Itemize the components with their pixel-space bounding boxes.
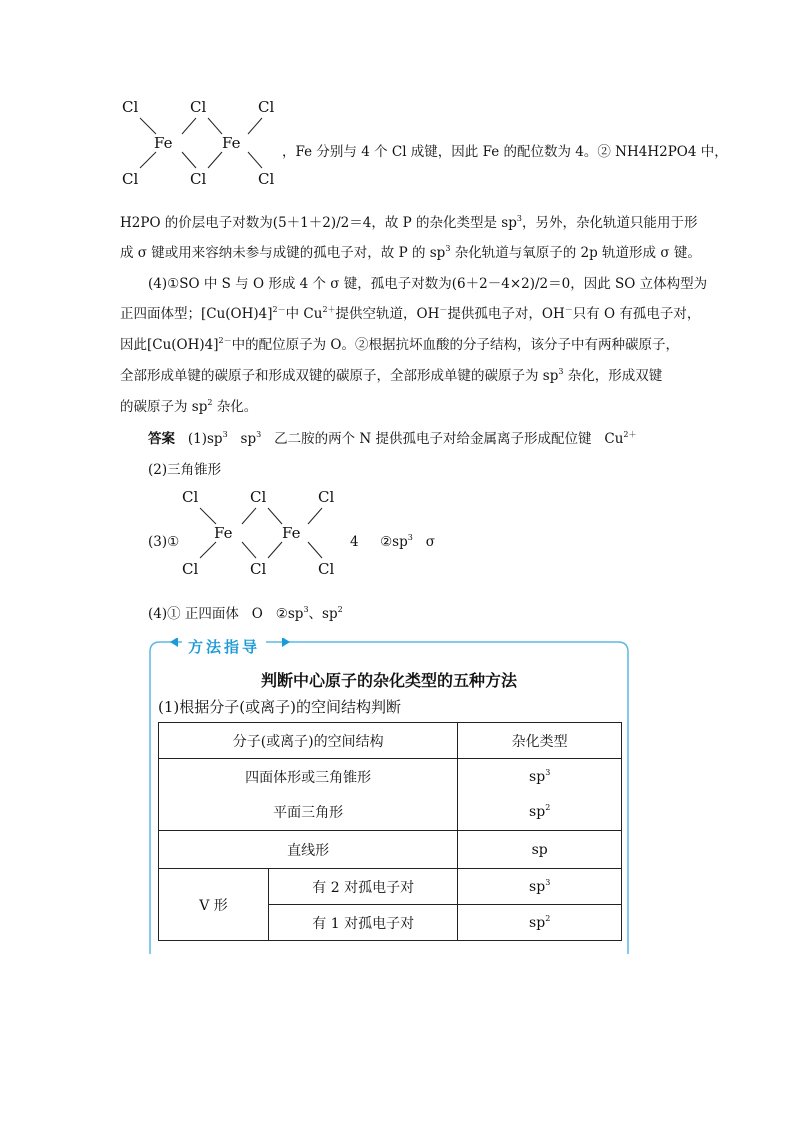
answer-line-3 xyxy=(148,533,179,551)
table-cell: 平面三角形 xyxy=(159,795,458,831)
table-row xyxy=(159,759,622,795)
table-cell: sp xyxy=(458,831,622,869)
superscript: 2 xyxy=(337,605,343,614)
para-text: 因此[Cu(OH)4] xyxy=(120,337,219,353)
para-text: 成 σ 键或用来容纳未参与成键的孤电子对，故 P 的 sp xyxy=(120,245,446,261)
para-text: 中 Cu xyxy=(285,306,323,322)
table-cell: 有 1 对孤电子对 xyxy=(269,905,458,941)
text-line xyxy=(148,275,707,293)
superscript: 3 xyxy=(256,430,262,439)
superscript: － xyxy=(564,305,573,314)
para-text: 杂化。 xyxy=(212,399,258,415)
hybridization-table xyxy=(158,722,622,941)
fe-atom: Fe xyxy=(222,134,241,152)
table-cell: $sp^3$ xyxy=(458,759,622,795)
table-row xyxy=(159,831,622,869)
fe2cl6-structure-answer xyxy=(178,488,348,580)
para-text: ，Fe 分别与 4 个 Cl 成键，因此 Fe 的配位数为 4。② NH4H2PO4 中， xyxy=(282,144,728,160)
superscript: 3 xyxy=(445,244,451,253)
superscript: 3 xyxy=(303,605,309,614)
answer-text: 、sp xyxy=(308,606,338,622)
text-line xyxy=(120,305,700,323)
answer-text: sp xyxy=(240,431,257,447)
table-row xyxy=(159,795,622,831)
para-text: 杂化，形成双键 xyxy=(563,368,663,384)
para-text: 提供孤电子对，OH xyxy=(447,306,565,322)
cl-atom: Cl xyxy=(258,170,275,188)
answer-text: (3)① xyxy=(148,534,180,550)
answer-text: ②sp xyxy=(380,534,408,550)
para-text: 正四面体型；[Cu(OH)4] xyxy=(120,306,273,322)
table-cell: 四面体形或三角锥形 xyxy=(159,759,458,795)
cl-atom: Cl xyxy=(318,560,335,578)
answer-text: Cu xyxy=(604,431,624,447)
cl-atom: Cl xyxy=(190,98,207,116)
table-header-cell: 分子(或离子)的空间结构 xyxy=(159,723,458,759)
answer-text: (4)① 正四面体 xyxy=(148,606,239,622)
answer-line-1 xyxy=(148,430,637,448)
cl-atom: Cl xyxy=(190,170,207,188)
answer-line-2 xyxy=(148,461,221,479)
text-line xyxy=(120,214,697,232)
table-header-cell: 杂化类型 xyxy=(458,723,622,759)
fe-atom: Fe xyxy=(282,524,301,542)
answer-label: 答案 xyxy=(148,431,175,447)
table-cell: $sp^2$ xyxy=(458,795,622,831)
para-text: 全部形成单键的碳原子和形成双键的碳原子，全部形成单键的碳原子为 sp xyxy=(120,368,559,384)
answer-text: ②sp xyxy=(275,606,304,622)
superscript: － xyxy=(439,305,448,314)
cl-atom: Cl xyxy=(182,488,199,506)
superscript: 2＋ xyxy=(623,430,637,439)
text-line xyxy=(120,367,662,385)
para-text: 的碳原子为 sp xyxy=(120,399,208,415)
superscript: 2 xyxy=(207,398,213,407)
method-guide-tag: 方法指导 xyxy=(182,638,266,656)
table-header-row xyxy=(159,723,622,759)
superscript: 3 xyxy=(407,533,413,542)
cl-atom: Cl xyxy=(258,98,275,116)
cl-atom: Cl xyxy=(122,170,139,188)
table-row xyxy=(159,869,622,905)
answer-text: 4 xyxy=(350,534,359,550)
cl-atom: Cl xyxy=(182,560,199,578)
para-text: 中的配位原子为 O。②根据抗坏血酸的分子结构，该分子中有两种碳原子， xyxy=(231,337,679,353)
superscript: 3 xyxy=(558,367,564,376)
text-line xyxy=(120,244,701,262)
para-text: H2PO 的价层电子对数为(5＋1＋2)/2＝4，故 P 的杂化类型是 sp xyxy=(120,215,517,231)
superscript: 2－ xyxy=(272,305,286,314)
answer-text: 乙二胺的两个 N 提供孤电子对给金属离子形成配位键 xyxy=(274,431,592,447)
table-cell: $sp^3$ xyxy=(458,869,622,905)
fe-atom: Fe xyxy=(154,134,173,152)
superscript: 2＋ xyxy=(322,305,336,314)
method-heading: 判断中心原子的杂化类型的五种方法 xyxy=(260,671,517,690)
answer-text: O xyxy=(251,606,263,622)
superscript: 3 xyxy=(516,214,522,223)
para-text: 杂化轨道与氧原子的 2p 轨道形成 σ 键。 xyxy=(450,245,701,261)
para-text: (4)①SO 中 S 与 O 形成 4 个 σ 键，孤电子对数为(6＋2－4×2)/2＝0，因此 SO 立体构型为 xyxy=(148,276,708,292)
cl-atom: Cl xyxy=(250,560,267,578)
para-text: 提供空轨道，OH xyxy=(335,306,440,322)
method-guide-box xyxy=(148,638,630,956)
cl-atom: Cl xyxy=(250,488,267,506)
text-line xyxy=(120,398,257,416)
superscript: 2－ xyxy=(218,336,232,345)
answer-text: (1)sp xyxy=(187,431,223,447)
answer-text: (2)三角锥形 xyxy=(148,462,222,478)
para-text: ，另外，杂化轨道只能用于形 xyxy=(521,215,698,231)
answer-text: σ xyxy=(425,534,435,550)
text-line xyxy=(282,143,728,161)
cl-atom: Cl xyxy=(122,98,139,116)
method-subheading: (1)根据分子(或离子)的空间结构判断 xyxy=(158,698,401,716)
table-cell: 直线形 xyxy=(159,831,458,869)
answer-line-3b xyxy=(350,533,435,551)
answer-line-4 xyxy=(148,605,343,623)
superscript: 3 xyxy=(222,430,228,439)
fe2cl6-structure-top xyxy=(118,98,288,190)
fe-atom: Fe xyxy=(214,524,233,542)
table-cell: $sp^2$ xyxy=(458,905,622,941)
table-cell: 有 2 对孤电子对 xyxy=(269,869,458,905)
table-cell: V 形 xyxy=(159,869,269,941)
text-line xyxy=(120,336,679,354)
para-text: 只有 O 有孤电子对， xyxy=(572,306,701,322)
cl-atom: Cl xyxy=(318,488,335,506)
